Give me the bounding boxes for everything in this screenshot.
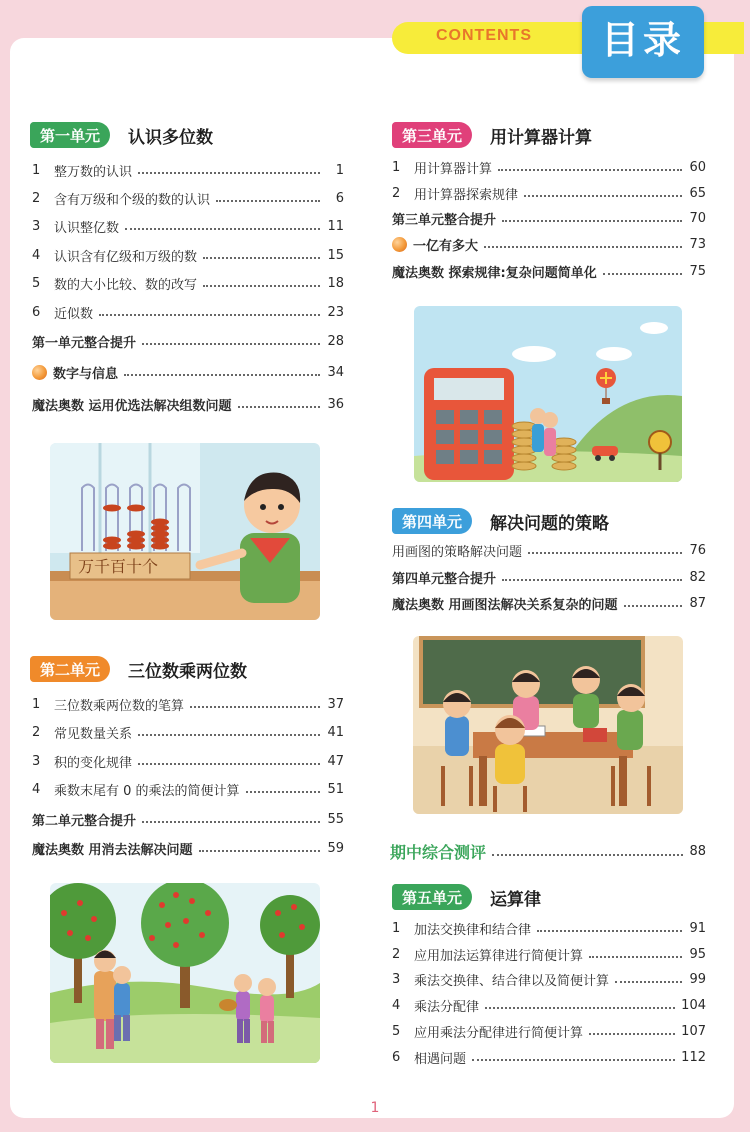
unit-5-title: 运算律 bbox=[490, 889, 542, 910]
entry-number: 3 bbox=[32, 218, 41, 234]
entry-page: 76 bbox=[689, 542, 706, 558]
entry-page: 51 bbox=[327, 781, 344, 797]
entry-number: 4 bbox=[32, 247, 41, 263]
toc-entry[interactable] bbox=[392, 206, 706, 230]
toc-entry[interactable] bbox=[392, 155, 706, 179]
entry-label: 积的变化规律 bbox=[54, 755, 133, 771]
leader-dots bbox=[502, 220, 682, 222]
leader-dots bbox=[524, 195, 682, 197]
entry-page: 87 bbox=[689, 595, 706, 611]
entry-number: 6 bbox=[392, 1049, 401, 1065]
entry-label: 三位数乘两位数的笔算 bbox=[54, 698, 185, 714]
entry-page: 18 bbox=[327, 275, 344, 291]
unit-1-badge: 第一单元 bbox=[30, 122, 110, 148]
leader-dots bbox=[99, 314, 320, 316]
toc-entry[interactable] bbox=[32, 158, 344, 182]
entry-number: 4 bbox=[392, 997, 401, 1013]
entry-label: 认识含有亿级和万级的数 bbox=[54, 249, 198, 265]
leader-dots bbox=[142, 821, 320, 823]
entry-label: 第四单元整合提升 bbox=[392, 571, 497, 587]
leader-dots bbox=[216, 200, 320, 202]
toc-entry[interactable] bbox=[32, 807, 344, 831]
leader-dots bbox=[589, 956, 682, 958]
leader-dots bbox=[190, 706, 320, 708]
leader-dots bbox=[624, 605, 682, 607]
entry-label: 乘数末尾有 0 的乘法的简便计算 bbox=[54, 783, 240, 799]
toc-entry[interactable] bbox=[32, 360, 344, 384]
leader-dots bbox=[492, 854, 683, 856]
entry-number: 1 bbox=[32, 696, 41, 712]
entry-label: 加法交换律和结合律 bbox=[414, 922, 532, 938]
toc-entry[interactable] bbox=[392, 942, 706, 966]
orange-ball-icon bbox=[392, 237, 407, 252]
leader-dots bbox=[498, 169, 682, 171]
toc-title-tab bbox=[582, 6, 704, 78]
entry-page: 15 bbox=[327, 247, 344, 263]
entry-page: 11 bbox=[327, 218, 344, 234]
unit-1-title: 认识多位数 bbox=[128, 127, 214, 148]
entry-label: 乘法分配律 bbox=[414, 999, 480, 1015]
unit-5-header[interactable] bbox=[392, 884, 706, 910]
entry-number: 1 bbox=[392, 920, 401, 936]
entry-label: 认识整亿数 bbox=[54, 220, 120, 236]
entry-number: 2 bbox=[32, 190, 41, 206]
unit-4-header[interactable] bbox=[392, 508, 706, 534]
abacus-scene bbox=[50, 443, 320, 620]
entry-page: 70 bbox=[689, 210, 706, 226]
entry-page: 99 bbox=[689, 971, 706, 987]
entry-page: 65 bbox=[689, 185, 706, 201]
entry-number: 6 bbox=[32, 304, 41, 320]
entry-page: 104 bbox=[681, 997, 706, 1013]
toc-entry[interactable] bbox=[392, 181, 706, 205]
entry-label: 数字与信息 bbox=[53, 366, 119, 382]
entry-page: 112 bbox=[681, 1049, 706, 1065]
orange-ball-icon bbox=[32, 365, 47, 380]
entry-number: 2 bbox=[32, 724, 41, 740]
contents-label: CONTENTS bbox=[436, 27, 532, 44]
unit-3-title: 用计算器计算 bbox=[490, 127, 593, 148]
toc-entry[interactable] bbox=[32, 392, 344, 416]
entry-page: 60 bbox=[689, 159, 706, 175]
entry-label: 数的大小比较、数的改写 bbox=[54, 277, 198, 293]
unit-2-title: 三位数乘两位数 bbox=[128, 661, 248, 682]
toc-entry[interactable] bbox=[32, 720, 344, 744]
entry-label: 用画图的策略解决问题 bbox=[392, 544, 523, 560]
entry-page: 34 bbox=[327, 364, 344, 380]
leader-dots bbox=[589, 1033, 675, 1035]
leader-dots bbox=[125, 228, 320, 230]
entry-page: 73 bbox=[689, 236, 706, 252]
entry-page: 82 bbox=[689, 569, 706, 585]
entry-label: 常见数量关系 bbox=[54, 726, 133, 742]
leader-dots bbox=[472, 1059, 675, 1061]
toc-title: 目录 bbox=[600, 18, 685, 62]
entry-label: 一亿有多大 bbox=[413, 238, 479, 254]
entry-number: 5 bbox=[32, 275, 41, 291]
entry-page: 59 bbox=[327, 840, 344, 856]
toc-entry[interactable] bbox=[392, 1019, 706, 1043]
entry-label: 含有万级和个级的数的认识 bbox=[54, 192, 211, 208]
leader-dots bbox=[537, 930, 682, 932]
unit-5-badge: 第五单元 bbox=[392, 884, 472, 910]
unit-1-header[interactable] bbox=[30, 122, 342, 148]
entry-number: 3 bbox=[32, 753, 41, 769]
page-number: 1 bbox=[370, 1100, 380, 1116]
entry-label: 用计算器探索规律 bbox=[414, 187, 519, 203]
toc-entry[interactable] bbox=[392, 916, 706, 940]
classroom-scene bbox=[413, 636, 683, 814]
leader-dots bbox=[238, 406, 320, 408]
toc-entry[interactable] bbox=[392, 591, 706, 615]
entry-page: 28 bbox=[327, 333, 344, 349]
unit-4-badge: 第四单元 bbox=[392, 508, 472, 534]
toc-entry[interactable] bbox=[32, 329, 344, 353]
entry-page: 6 bbox=[335, 190, 344, 206]
entry-number: 3 bbox=[392, 971, 401, 987]
entry-label: 第二单元整合提升 bbox=[32, 813, 137, 829]
entry-label: 乘法交换律、结合律以及简便计算 bbox=[414, 973, 610, 989]
entry-page: 91 bbox=[689, 920, 706, 936]
entry-number: 2 bbox=[392, 185, 401, 201]
entry-page: 95 bbox=[689, 946, 706, 962]
unit-3-badge: 第三单元 bbox=[392, 122, 472, 148]
midterm-entry[interactable] bbox=[390, 838, 706, 864]
unit-2-badge: 第二单元 bbox=[30, 656, 110, 682]
leader-dots bbox=[502, 579, 682, 581]
entry-page: 1 bbox=[335, 162, 344, 178]
leader-dots bbox=[142, 343, 320, 345]
entry-label: 应用乘法分配律进行简便计算 bbox=[414, 1025, 584, 1041]
leader-dots bbox=[484, 246, 682, 248]
abacus-place-labels: 万千百十个 bbox=[78, 557, 159, 576]
orchard-scene bbox=[50, 883, 320, 1063]
abacus-boy-illustration bbox=[50, 443, 320, 620]
entry-label: 魔法奥数 用画图法解决关系复杂的问题 bbox=[392, 597, 618, 613]
entry-label: 相遇问题 bbox=[414, 1051, 467, 1067]
entry-number: 2 bbox=[392, 946, 401, 962]
toc-entry[interactable] bbox=[32, 186, 344, 210]
toc-entry[interactable] bbox=[32, 777, 344, 801]
unit-5-band bbox=[432, 884, 706, 910]
leader-dots bbox=[203, 285, 320, 287]
entry-page: 55 bbox=[327, 811, 344, 827]
orchard-illustration bbox=[50, 883, 320, 1063]
leader-dots bbox=[138, 172, 320, 174]
leader-dots bbox=[528, 552, 682, 554]
entry-label: 魔法奥数 运用优选法解决组数问题 bbox=[32, 398, 232, 414]
leader-dots bbox=[603, 273, 682, 275]
entry-number: 4 bbox=[32, 781, 41, 797]
classroom-illustration bbox=[413, 636, 683, 814]
toc-entry[interactable] bbox=[32, 749, 344, 773]
toc-entry[interactable] bbox=[32, 836, 344, 860]
entry-label: 第一单元整合提升 bbox=[32, 335, 137, 351]
leader-dots bbox=[615, 981, 682, 983]
entry-page: 37 bbox=[327, 696, 344, 712]
calculator-scene bbox=[414, 306, 682, 482]
unit-4-title: 解决问题的策略 bbox=[490, 513, 610, 534]
toc-entry[interactable] bbox=[32, 300, 344, 324]
unit-3-header[interactable] bbox=[392, 122, 706, 148]
entry-number: 1 bbox=[32, 162, 41, 178]
entry-page: 41 bbox=[327, 724, 344, 740]
entry-number: 1 bbox=[392, 159, 401, 175]
entry-label: 魔法奥数 探索规律:复杂问题简单化 bbox=[392, 265, 597, 281]
unit-2-header[interactable] bbox=[30, 656, 342, 682]
toc-entry[interactable] bbox=[32, 271, 344, 295]
entry-page: 36 bbox=[327, 396, 344, 412]
entry-page: 75 bbox=[689, 263, 706, 279]
toc-entry[interactable] bbox=[32, 214, 344, 238]
entry-label: 魔法奥数 用消去法解决问题 bbox=[32, 842, 193, 858]
entry-label: 第三单元整合提升 bbox=[392, 212, 497, 228]
leader-dots bbox=[199, 850, 320, 852]
calculator-illustration bbox=[414, 306, 682, 482]
leader-dots bbox=[485, 1007, 675, 1009]
leader-dots bbox=[138, 734, 320, 736]
toc-entry[interactable] bbox=[392, 967, 706, 991]
entry-label: 应用加法运算律进行简便计算 bbox=[414, 948, 584, 964]
toc-entry[interactable] bbox=[392, 538, 706, 562]
entry-number: 5 bbox=[392, 1023, 401, 1039]
entry-page: 107 bbox=[681, 1023, 706, 1039]
leader-dots bbox=[124, 374, 320, 376]
entry-page: 47 bbox=[327, 753, 344, 769]
toc-entry[interactable] bbox=[32, 692, 344, 716]
leader-dots bbox=[138, 763, 320, 765]
toc-entry[interactable] bbox=[392, 232, 706, 256]
toc-entry[interactable] bbox=[392, 565, 706, 589]
entry-label: 整万数的认识 bbox=[54, 164, 133, 180]
leader-dots bbox=[246, 791, 320, 793]
toc-entry[interactable] bbox=[392, 259, 706, 283]
toc-entry[interactable] bbox=[392, 993, 706, 1017]
toc-entry[interactable] bbox=[32, 243, 344, 267]
entry-label: 用计算器计算 bbox=[414, 161, 493, 177]
entry-label: 近似数 bbox=[54, 306, 94, 322]
midterm-label: 期中综合测评 bbox=[390, 842, 487, 862]
leader-dots bbox=[203, 257, 320, 259]
toc-entry[interactable] bbox=[392, 1045, 706, 1069]
midterm-page: 88 bbox=[689, 843, 706, 859]
entry-page: 23 bbox=[327, 304, 344, 320]
